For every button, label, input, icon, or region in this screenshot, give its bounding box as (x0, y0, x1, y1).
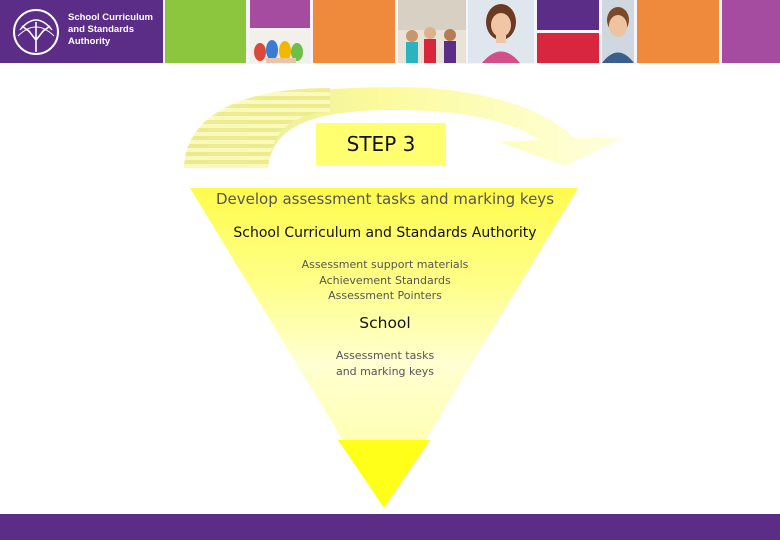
curved-arrow-stripes (184, 88, 330, 168)
school-label: School (359, 314, 411, 332)
authority-label: School Curriculum and Standards Authority (233, 225, 537, 241)
step-heading: Develop assessment tasks and marking keys (215, 190, 555, 208)
authority-item: Assessment Pointers (328, 289, 442, 302)
authority-items (190, 257, 580, 304)
school-item: Assessment tasks (335, 349, 435, 362)
authority-item: Achievement Standards (319, 273, 451, 287)
logo-text: School Curriculum and Standards Authority (68, 12, 153, 47)
school-item: and marking keys (335, 364, 435, 378)
authority-item: Assessment support materials (301, 258, 469, 271)
school-items (190, 348, 580, 379)
funnel-tip (338, 440, 430, 508)
step-label: STEP 3 (316, 123, 446, 165)
footer-bar (0, 514, 780, 540)
